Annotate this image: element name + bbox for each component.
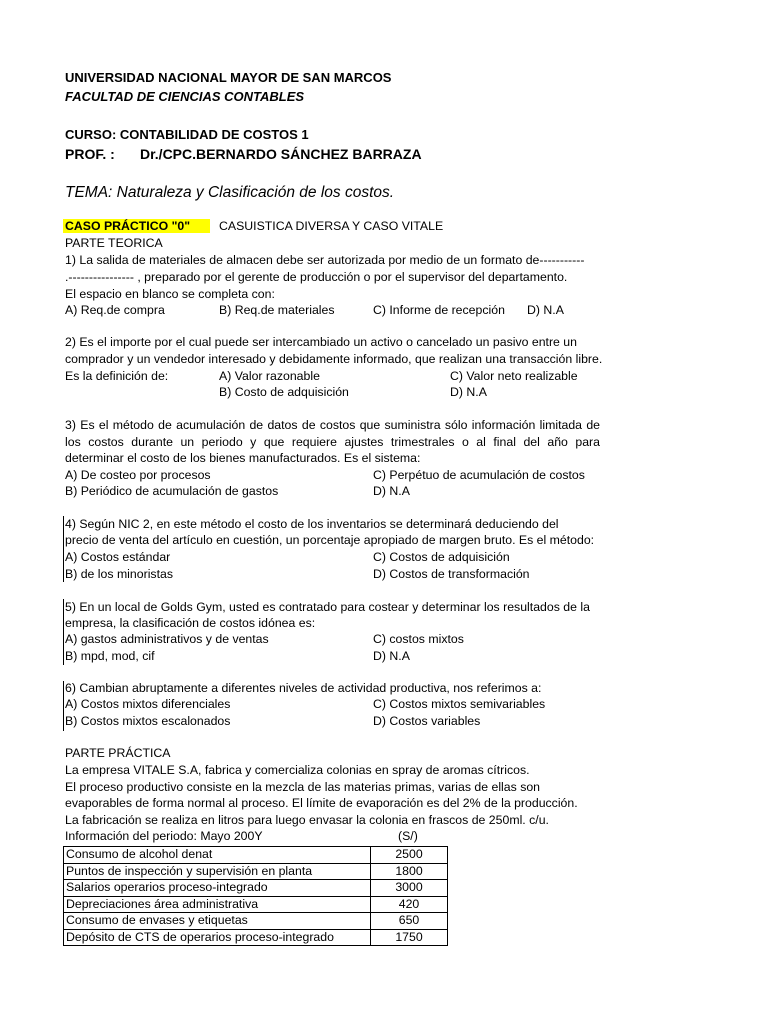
prof-name: Dr./CPC.BERNARDO SÁNCHEZ BARRAZA bbox=[140, 146, 422, 162]
case-label: CASO PRÁCTICO "0" bbox=[63, 219, 210, 233]
q6-option-a: A) Costos mixtos diferenciales bbox=[65, 697, 231, 711]
practica-line2: El proceso productivo consiste en la mezcla de las materias primas, varias de ellas son bbox=[65, 780, 541, 794]
q4-line2: precio de venta del artículo en cuestión, un porcentaje apropiado de margen bruto. Es el método: bbox=[65, 533, 595, 547]
q4-margin-bar bbox=[63, 516, 64, 582]
q2-option-d: D) N.A bbox=[450, 385, 487, 399]
cost-concept: Salarios operarios proceso-integrado bbox=[64, 880, 371, 897]
q3-line2: los costos durante un periodo y que requiere ajustes trimestrales o al final del año para bbox=[65, 435, 600, 449]
practica-line3: evaporables de forma normal al proceso. El límite de evaporación es del 2% de la producción. bbox=[65, 796, 578, 810]
table-row bbox=[64, 880, 448, 897]
q1-option-a: A) Req.de compra bbox=[65, 303, 165, 317]
q5-option-b: B) mpd, mod, cif bbox=[65, 649, 155, 663]
cost-value: 1800 bbox=[371, 863, 448, 880]
q6-option-d: D) Costos variables bbox=[373, 714, 481, 728]
cost-concept: Depreciaciones área administrativa bbox=[64, 896, 371, 913]
tema-title: TEMA: Naturaleza y Clasificación de los costos. bbox=[65, 184, 395, 201]
table-row bbox=[64, 929, 448, 946]
cost-value: 420 bbox=[371, 896, 448, 913]
q4-option-a: A) Costos estándar bbox=[65, 550, 171, 564]
practica-line4: La fabricación se realiza en litros para luego envasar la colonia en frascos de 250ml. c/u. bbox=[65, 813, 549, 827]
parte-practica-title: PARTE PRÁCTICA bbox=[65, 746, 171, 760]
q5-line2: empresa, la clasificación de costos idónea es: bbox=[65, 616, 316, 630]
q6-option-b: B) Costos mixtos escalonados bbox=[65, 714, 231, 728]
q6-option-c: C) Costos mixtos semivariables bbox=[373, 697, 546, 711]
table-row bbox=[64, 847, 448, 864]
cost-concept: Consumo de alcohol denat bbox=[64, 847, 371, 864]
university-name: UNIVERSIDAD NACIONAL MAYOR DE SAN MARCOS bbox=[65, 70, 392, 85]
q6-line1: 6) Cambian abruptamente a diferentes niveles de actividad productiva, nos referimos a: bbox=[65, 681, 542, 695]
q1-option-b: B) Req.de materiales bbox=[219, 303, 335, 317]
currency-label: (S/) bbox=[398, 829, 418, 843]
faculty-name: FACULTAD DE CIENCIAS CONTABLES bbox=[65, 89, 305, 104]
case-title: CASUISTICA DIVERSA Y CASO VITALE bbox=[219, 219, 444, 233]
q3-line3: determinar el costo de los bienes manufacturados. Es el sistema: bbox=[65, 451, 421, 465]
q1-option-c: C) Informe de recepción bbox=[373, 303, 505, 317]
cost-concept: Depósito de CTS de operarios proceso-integrado bbox=[64, 929, 371, 946]
q5-line1: 5) En un local de Golds Gym, usted es contratado para costear y determinar los resultados de la bbox=[65, 600, 590, 614]
q3-option-b: B) Periódico de acumulación de gastos bbox=[65, 484, 279, 498]
cost-concept: Puntos de inspección y supervisión en planta bbox=[64, 863, 371, 880]
cost-table bbox=[63, 846, 448, 946]
parte-teorica: PARTE TEORICA bbox=[65, 236, 163, 250]
q1-line1: 1) La salida de materiales de almacen debe ser autorizada por medio de un formato de----------- bbox=[65, 253, 585, 267]
period-label: Información del periodo: Mayo 200Y bbox=[65, 829, 263, 843]
cost-value: 650 bbox=[371, 913, 448, 930]
cost-value: 2500 bbox=[371, 847, 448, 864]
q2-line1: 2) Es el importe por el cual puede ser intercambiado un activo o cancelado un pasivo entre un bbox=[65, 335, 577, 349]
q2-option-c: C) Valor neto realizable bbox=[450, 369, 578, 383]
cost-concept: Consumo de envases y etiquetas bbox=[64, 913, 371, 930]
q5-margin-bar bbox=[63, 599, 64, 665]
q3-option-c: C) Perpétuo de acumulación de costos bbox=[373, 468, 585, 482]
q3-option-d: D) N.A bbox=[373, 484, 410, 498]
table-row bbox=[64, 863, 448, 880]
q4-option-d: D) Costos de transformación bbox=[373, 567, 530, 581]
prof-label: PROF. : bbox=[65, 146, 115, 162]
cost-value: 1750 bbox=[371, 929, 448, 946]
case-label-highlight bbox=[63, 219, 210, 233]
q5-option-a: A) gastos administrativos y de ventas bbox=[65, 632, 269, 646]
q3-option-a: A) De costeo por procesos bbox=[65, 468, 211, 482]
q2-lead: Es la definición de: bbox=[65, 369, 169, 383]
q1-option-d: D) N.A bbox=[527, 303, 564, 317]
q3-line1: 3) Es el método de acumulación de datos de costos que suministra sólo información limitada de bbox=[65, 418, 600, 432]
practica-line1: La empresa VITALE S.A, fabrica y comercializa colonias en spray de aromas cítricos. bbox=[65, 763, 530, 777]
table-row bbox=[64, 896, 448, 913]
q4-option-c: C) Costos de adquisición bbox=[373, 550, 510, 564]
q1-line2: .---------------- , preparado por el gerente de producción o por el supervisor del departamento. bbox=[65, 270, 568, 284]
table-row bbox=[64, 913, 448, 930]
q1-line3: El espacio en blanco se completa con: bbox=[65, 287, 275, 301]
q2-option-b: B) Costo de adquisición bbox=[219, 385, 349, 399]
q6-margin-bar bbox=[63, 681, 64, 731]
q5-option-c: C) costos mixtos bbox=[373, 632, 464, 646]
q5-option-d: D) N.A bbox=[373, 649, 410, 663]
q2-option-a: A) Valor razonable bbox=[219, 369, 320, 383]
q4-line1: 4) Según NIC 2, en este método el costo de los inventarios se determinará deduciendo del bbox=[65, 517, 559, 531]
q4-option-b: B) de los minoristas bbox=[65, 567, 173, 581]
course-title: CURSO: CONTABILIDAD DE COSTOS 1 bbox=[65, 127, 309, 142]
q2-line2: comprador y un vendedor interesado y debidamente informado, que realizan una transacción libre. bbox=[65, 352, 603, 366]
cost-value: 3000 bbox=[371, 880, 448, 897]
